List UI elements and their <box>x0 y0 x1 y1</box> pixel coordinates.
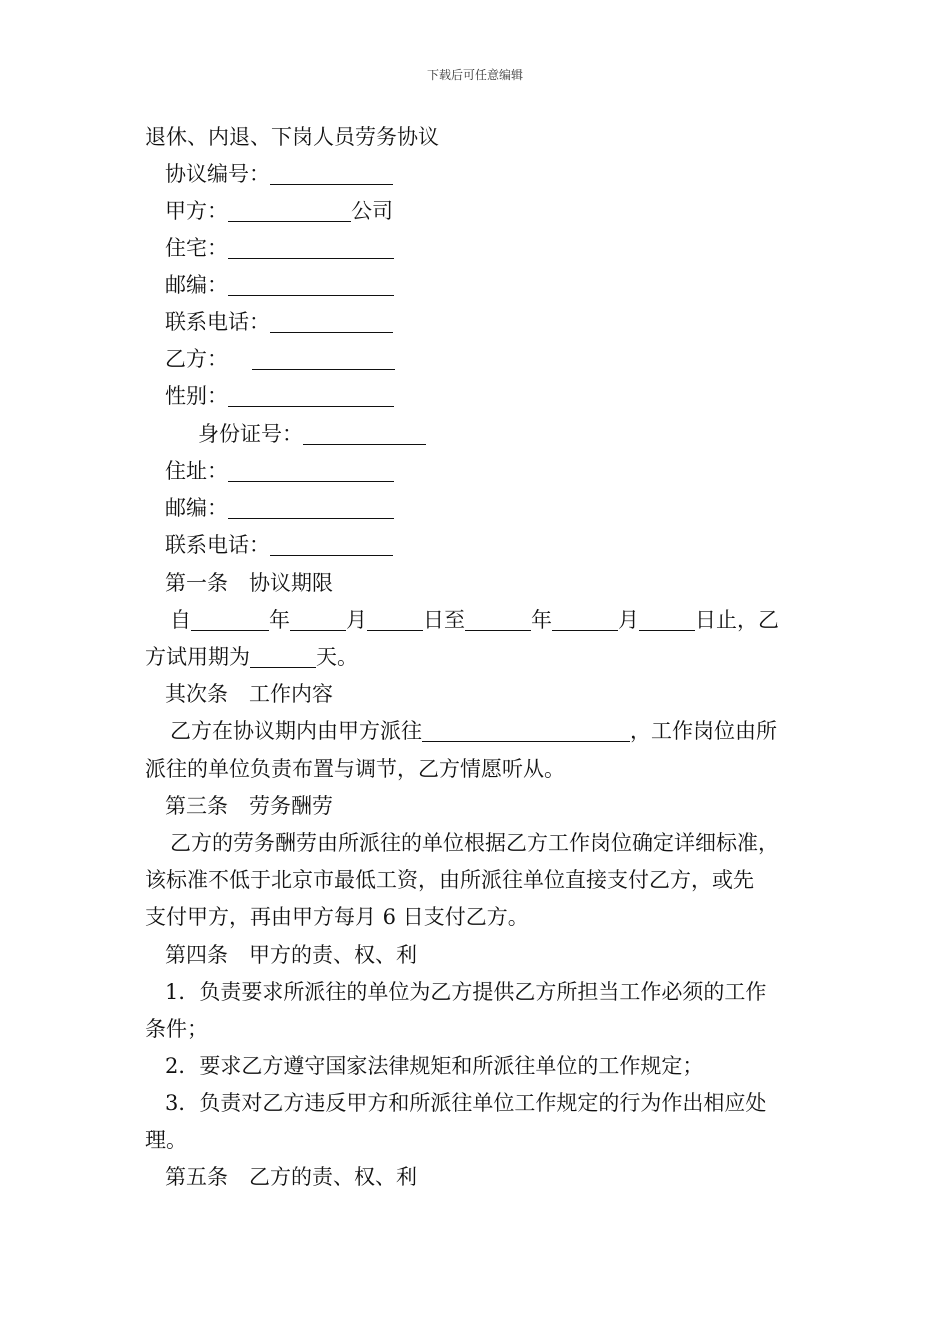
text-segment: 月 <box>618 608 639 632</box>
blank-line <box>228 498 394 519</box>
field-label: 甲方： <box>165 199 228 223</box>
field-label: 邮编： <box>165 496 228 520</box>
blank-line <box>191 610 269 631</box>
article-4-item-1-line-1: 1．负责要求所派往的单位为乙方提供乙方所担当工作必须的工作 <box>165 980 767 1004</box>
field-label: 住宅： <box>165 236 228 260</box>
field-label: 联系电话： <box>165 310 270 334</box>
field-id-no <box>198 420 426 448</box>
article-3-paragraph-line-2: 该标准不低于北京市最低工资，由所派往单位直接支付乙方，或先 <box>145 868 754 892</box>
article-5-heading: 第五条 乙方的责、权、利 <box>165 1165 417 1189</box>
field-postcode-b <box>165 494 394 522</box>
field-label: 联系电话： <box>165 533 270 557</box>
text-segment: 日止，乙 <box>695 608 779 632</box>
field-gender <box>165 382 394 410</box>
blank-line <box>228 386 394 407</box>
article-2-heading: 其次条 工作内容 <box>165 682 333 706</box>
text-segment: 方试用期为 <box>145 645 250 669</box>
article-2-paragraph-line-1 <box>170 717 777 745</box>
field-phone-b <box>165 531 393 559</box>
field-party-a <box>165 197 393 225</box>
field-phone-a <box>165 308 393 336</box>
field-postcode-a <box>165 271 394 299</box>
field-label: 性别： <box>165 384 228 408</box>
text-segment: 年 <box>269 608 290 632</box>
article-4-heading: 第四条 甲方的责、权、利 <box>165 943 417 967</box>
header-note: 下载后可任意编辑 <box>426 68 523 82</box>
text-segment: 乙方在协议期内由甲方派往 <box>170 719 422 743</box>
field-label: 住址： <box>165 459 228 483</box>
blank-line <box>250 647 316 668</box>
blank-line <box>367 610 423 631</box>
blank-line <box>228 238 394 259</box>
article-2-paragraph-line-2: 派往的单位负责布置与调节，乙方情愿听从。 <box>145 757 565 781</box>
article-4-item-3-line-2: 理。 <box>145 1128 187 1152</box>
blank-line <box>270 164 393 185</box>
field-residence <box>165 234 394 262</box>
article-3-heading: 第三条 劳务酬劳 <box>165 794 333 818</box>
blank-line <box>270 535 393 556</box>
text-segment: 月 <box>346 608 367 632</box>
field-agreement-no <box>165 160 393 188</box>
field-party-b <box>165 345 395 373</box>
blank-line <box>228 201 351 222</box>
field-suffix: 公司 <box>351 199 393 223</box>
document-title: 退休、内退、下岗人员劳务协议 <box>145 125 439 149</box>
blank-line <box>303 424 426 445</box>
blank-line <box>252 349 395 370</box>
field-label: 乙方： <box>165 347 228 371</box>
field-label: 身份证号： <box>198 422 303 446</box>
blank-line <box>639 610 695 631</box>
article-1-heading: 第一条 协议期限 <box>165 571 333 595</box>
article-3-paragraph-line-3: 支付甲方，再由甲方每月 6 日支付乙方。 <box>145 905 529 929</box>
text-segment: 天。 <box>316 645 358 669</box>
blank-line <box>228 275 394 296</box>
article-3-paragraph-line-1: 乙方的劳务酬劳由所派往的单位根据乙方工作岗位确定详细标准， <box>170 831 779 855</box>
blank-line <box>228 461 394 482</box>
blank-line <box>270 312 393 333</box>
blank-line <box>422 721 630 742</box>
field-label: 协议编号： <box>165 162 270 186</box>
blank-line <box>465 610 531 631</box>
article-4-item-1-line-2: 条件； <box>145 1017 208 1041</box>
text-segment: 日至 <box>423 608 465 632</box>
blank-line <box>290 610 346 631</box>
text-segment: 自 <box>170 608 191 632</box>
blank-line <box>552 610 618 631</box>
text-segment: ，工作岗位由所 <box>630 719 777 743</box>
article-4-item-2: 2．要求乙方遵守国家法律规矩和所派往单位的工作规定； <box>165 1054 704 1078</box>
field-label: 邮编： <box>165 273 228 297</box>
article-1-paragraph-line-1 <box>170 606 779 634</box>
text-segment: 年 <box>531 608 552 632</box>
article-4-item-3-line-1: 3．负责对乙方违反甲方和所派往单位工作规定的行为作出相应处 <box>165 1091 767 1115</box>
article-1-paragraph-line-2 <box>145 643 358 671</box>
field-address-b <box>165 457 394 485</box>
